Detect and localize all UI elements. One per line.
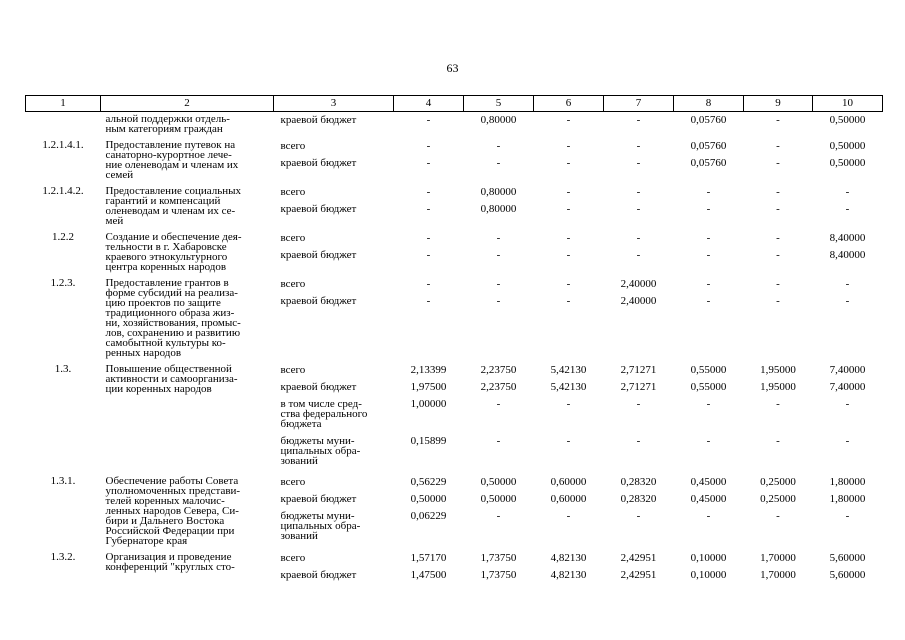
value-cell: 0,55000 — [690, 381, 727, 393]
value-cell: - — [496, 157, 501, 169]
table-body — [26, 112, 883, 589]
value-column — [674, 362, 744, 470]
value-cell: - — [776, 295, 780, 307]
value-column — [464, 550, 534, 584]
value-cell: - — [426, 140, 431, 152]
value-column — [813, 184, 883, 226]
row-name: Повышение общественной активности и самоорганиза- ции коренных народов — [105, 363, 238, 395]
value-cell: 1,00000 — [410, 398, 447, 410]
value-cell: 2,23750 — [480, 364, 517, 376]
value-cell: 0,25000 — [760, 476, 796, 488]
value-column — [674, 474, 744, 546]
funding-source: краевой бюджет — [280, 114, 357, 126]
funding-source: бюджеты муни- ципальных обра- зований — [280, 435, 361, 467]
value-cell: 5,60000 — [829, 552, 866, 564]
header-cell: 2 — [101, 96, 274, 112]
value-cell: - — [636, 232, 641, 244]
value-column — [394, 550, 464, 584]
value-cell: 2,13399 — [410, 364, 447, 376]
row-name: Создание и обеспечение дея- тельности в г. Хабаровске краевого этнокультурного центра коренных народов — [105, 231, 242, 273]
row-number: 1.3.1. — [50, 475, 76, 487]
value-cell: - — [636, 398, 641, 410]
value-cell: - — [776, 510, 780, 522]
value-cell: 1,80000 — [829, 476, 866, 488]
value-cell: - — [776, 114, 780, 126]
header-row — [26, 96, 883, 112]
value-cell: 0,80000 — [480, 114, 517, 126]
value-column — [534, 112, 604, 135]
value-cell: - — [636, 157, 641, 169]
value-cell: 1,97500 — [410, 381, 447, 393]
header-cell: 1 — [26, 96, 101, 112]
value-column — [813, 362, 883, 470]
source-column — [274, 138, 394, 180]
value-cell: - — [566, 278, 571, 290]
value-cell: - — [706, 203, 711, 215]
header-cell: 9 — [744, 96, 813, 112]
value-cell: - — [496, 398, 501, 410]
value-cell: - — [496, 510, 501, 522]
value-cell: - — [496, 295, 501, 307]
source-column — [274, 276, 394, 358]
value-cell: - — [566, 157, 571, 169]
funding-source: краевой бюджет — [280, 381, 357, 393]
value-column — [813, 550, 883, 584]
value-cell: - — [776, 278, 780, 290]
table-row — [26, 474, 883, 546]
value-column — [813, 138, 883, 180]
value-cell: - — [706, 435, 711, 447]
value-cell: - — [706, 278, 711, 290]
header-cell: 8 — [674, 96, 744, 112]
value-cell: 0,05760 — [690, 140, 727, 152]
value-cell: - — [706, 295, 711, 307]
value-cell: - — [426, 249, 431, 261]
row-name: Организация и проведение конференций "круглых сто- — [105, 551, 235, 573]
funding-source: всего — [280, 140, 306, 152]
row-number: 1.2.1.4.2. — [42, 185, 84, 197]
value-cell: 0,50000 — [480, 476, 517, 488]
value-cell: - — [776, 186, 780, 198]
value-cell: 0,15899 — [410, 435, 447, 447]
value-cell: 0,80000 — [480, 186, 517, 198]
value-cell: - — [566, 140, 571, 152]
value-cell: - — [636, 140, 641, 152]
funding-source: краевой бюджет — [280, 203, 357, 215]
value-cell: - — [706, 398, 711, 410]
funding-source: всего — [280, 186, 306, 198]
budget-table — [25, 95, 883, 588]
value-cell: - — [776, 398, 780, 410]
funding-source: всего — [280, 552, 306, 564]
value-cell: - — [426, 157, 431, 169]
value-cell: - — [845, 435, 850, 447]
value-column — [744, 362, 813, 470]
value-cell: 1,95000 — [760, 381, 796, 393]
value-cell: - — [845, 203, 850, 215]
value-cell: 0,45000 — [690, 493, 727, 505]
source-column — [274, 362, 394, 470]
value-cell: - — [776, 249, 780, 261]
value-column — [394, 362, 464, 470]
value-cell: - — [496, 278, 501, 290]
header-cell: 4 — [394, 96, 464, 112]
value-cell: - — [845, 186, 850, 198]
value-cell: 0,10000 — [690, 569, 727, 581]
value-column — [813, 112, 883, 135]
value-cell: - — [706, 510, 711, 522]
value-cell: - — [776, 232, 780, 244]
value-cell: 2,23750 — [480, 381, 517, 393]
value-column — [464, 362, 534, 470]
funding-source: краевой бюджет — [280, 493, 357, 505]
row-spacer — [26, 584, 883, 588]
value-column — [604, 474, 674, 546]
value-column — [534, 138, 604, 180]
value-column — [464, 112, 534, 135]
row-number: 1.2.1.4.1. — [42, 139, 84, 151]
value-cell: - — [845, 510, 850, 522]
value-cell: - — [776, 435, 780, 447]
value-column — [744, 184, 813, 226]
value-cell: 0,10000 — [690, 552, 727, 564]
value-cell: - — [636, 186, 641, 198]
funding-source: всего — [280, 278, 306, 290]
value-cell: 4,82130 — [550, 552, 587, 564]
value-column — [394, 184, 464, 226]
value-column — [394, 276, 464, 358]
funding-source: в том числе сред- ства федерального бюджета — [280, 398, 368, 430]
value-cell: 1,57170 — [410, 552, 447, 564]
value-column — [464, 184, 534, 226]
header-cell: 3 — [274, 96, 394, 112]
value-cell: - — [706, 232, 711, 244]
value-column — [674, 550, 744, 584]
value-cell: 2,71271 — [620, 364, 657, 376]
value-column — [604, 550, 674, 584]
value-cell: 0,50000 — [829, 140, 866, 152]
value-cell: 5,60000 — [829, 569, 866, 581]
value-column — [813, 276, 883, 358]
value-cell: - — [776, 203, 780, 215]
value-cell: - — [426, 203, 431, 215]
value-cell: 4,82130 — [550, 569, 587, 581]
value-cell: 0,50000 — [829, 114, 866, 126]
value-cell: 0,28320 — [620, 493, 657, 505]
value-cell: - — [426, 232, 431, 244]
funding-source: бюджеты муни- ципальных обра- зований — [280, 510, 361, 542]
value-column — [674, 276, 744, 358]
value-cell: 8,40000 — [829, 232, 866, 244]
value-cell: 0,55000 — [690, 364, 727, 376]
value-column — [464, 138, 534, 180]
value-cell: - — [845, 295, 850, 307]
value-column — [604, 112, 674, 135]
value-cell: 1,70000 — [760, 569, 796, 581]
table-row — [26, 230, 883, 272]
value-cell: 1,73750 — [480, 552, 517, 564]
value-cell: 0,05760 — [690, 114, 727, 126]
value-column — [744, 474, 813, 546]
value-cell: - — [566, 398, 571, 410]
row-number: 1.3.2. — [50, 551, 76, 563]
table-row — [26, 184, 883, 226]
value-cell: - — [496, 435, 501, 447]
value-cell: 0,50000 — [410, 493, 447, 505]
value-cell: 0,25000 — [760, 493, 796, 505]
value-cell: 0,28320 — [620, 476, 657, 488]
value-cell: - — [566, 186, 571, 198]
value-column — [813, 230, 883, 272]
funding-source: краевой бюджет — [280, 157, 357, 169]
value-column — [534, 362, 604, 470]
value-cell: - — [776, 140, 780, 152]
value-cell: - — [636, 249, 641, 261]
value-column — [464, 474, 534, 546]
value-column — [394, 230, 464, 272]
value-cell: 0,05760 — [690, 157, 727, 169]
value-column — [744, 112, 813, 135]
value-cell: 0,50000 — [480, 493, 517, 505]
value-cell: 1,95000 — [760, 364, 796, 376]
value-cell: 5,42130 — [550, 364, 587, 376]
value-column — [744, 550, 813, 584]
value-cell: 8,40000 — [829, 249, 866, 261]
value-column — [464, 276, 534, 358]
value-column — [744, 230, 813, 272]
value-cell: - — [706, 186, 711, 198]
value-column — [534, 184, 604, 226]
value-cell: - — [636, 510, 641, 522]
value-cell: - — [566, 295, 571, 307]
value-cell: 2,40000 — [620, 278, 657, 290]
header-cell: 10 — [813, 96, 883, 112]
row-name: Предоставление путевок на санаторно-курортное лече- ние оленеводам и членам их семей — [105, 139, 239, 181]
row-number: 1.2.3. — [50, 277, 76, 289]
value-cell: - — [496, 249, 501, 261]
value-column — [813, 474, 883, 546]
source-column — [274, 184, 394, 226]
value-cell: 0,50000 — [829, 157, 866, 169]
row-name: альной поддержки отдель- ным категориям граждан — [105, 113, 230, 135]
table-row — [26, 112, 883, 135]
header-cell: 5 — [464, 96, 534, 112]
value-column — [674, 184, 744, 226]
table-row — [26, 550, 883, 584]
value-cell: 0,80000 — [480, 203, 517, 215]
value-cell: - — [566, 435, 571, 447]
funding-source: всего — [280, 364, 306, 376]
value-column — [534, 276, 604, 358]
value-cell: - — [426, 278, 431, 290]
row-number — [26, 112, 101, 135]
funding-source: всего — [280, 476, 306, 488]
header-cell: 7 — [604, 96, 674, 112]
funding-source: краевой бюджет — [280, 295, 357, 307]
value-cell: 2,71271 — [620, 381, 657, 393]
source-column — [274, 474, 394, 546]
value-column — [604, 138, 674, 180]
value-cell: 0,45000 — [690, 476, 727, 488]
value-column — [744, 138, 813, 180]
value-cell: 7,40000 — [829, 364, 866, 376]
value-cell: - — [636, 114, 641, 126]
value-cell: - — [566, 114, 571, 126]
value-column — [534, 230, 604, 272]
value-cell: - — [845, 278, 850, 290]
value-column — [604, 184, 674, 226]
value-column — [674, 230, 744, 272]
row-name: Предоставление социальных гарантий и компенсаций оленеводам и членам их се- мей — [105, 185, 242, 227]
value-cell: - — [426, 295, 431, 307]
value-column — [674, 112, 744, 135]
value-cell: - — [496, 140, 501, 152]
value-cell: 7,40000 — [829, 381, 866, 393]
source-column — [274, 112, 394, 135]
value-cell: - — [706, 249, 711, 261]
row-name: Обеспечение работы Совета уполномоченных представи- телей коренных малочис- ленных народов Севера, Си- бири и Дальнего Востока Российской Федерации при Губернаторе края — [105, 475, 241, 547]
value-cell: - — [566, 232, 571, 244]
funding-source: краевой бюджет — [280, 249, 357, 261]
value-cell: - — [426, 114, 431, 126]
value-cell: 1,80000 — [829, 493, 866, 505]
value-cell: - — [496, 232, 501, 244]
value-cell: 2,42951 — [620, 552, 657, 564]
value-column — [394, 474, 464, 546]
value-cell: 1,73750 — [480, 569, 517, 581]
source-column — [274, 550, 394, 584]
page-number: 63 — [446, 61, 459, 75]
value-column — [604, 362, 674, 470]
value-column — [674, 138, 744, 180]
value-cell: 2,42951 — [620, 569, 657, 581]
value-cell: 0,56229 — [410, 476, 447, 488]
value-cell: - — [845, 398, 850, 410]
value-cell: 1,70000 — [760, 552, 796, 564]
value-cell: 0,60000 — [550, 493, 587, 505]
value-cell: 5,42130 — [550, 381, 587, 393]
value-cell: - — [566, 249, 571, 261]
value-cell: 2,40000 — [620, 295, 657, 307]
value-cell: - — [636, 435, 641, 447]
value-cell: - — [426, 186, 431, 198]
value-column — [394, 138, 464, 180]
table-row — [26, 138, 883, 180]
value-cell: 0,06229 — [410, 510, 447, 522]
value-column — [534, 474, 604, 546]
value-cell: 1,47500 — [410, 569, 447, 581]
table-row — [26, 362, 883, 470]
value-cell: 0,60000 — [550, 476, 587, 488]
funding-source: всего — [280, 232, 306, 244]
row-name: Предоставление грантов в форме субсидий на реализа- цию проектов по защите традиционного образа жиз- ни, хозяйствования, промыс- лов, сохранению и развитию самобытной культуры ко- ренных народов — [105, 277, 241, 359]
value-cell: - — [566, 203, 571, 215]
table-row — [26, 276, 883, 358]
value-cell: - — [636, 203, 641, 215]
row-number: 1.2.2 — [52, 231, 74, 243]
value-column — [464, 230, 534, 272]
value-column — [604, 230, 674, 272]
row-number: 1.3. — [54, 363, 72, 375]
value-cell: - — [776, 157, 780, 169]
source-column — [274, 230, 394, 272]
funding-source: краевой бюджет — [280, 569, 357, 581]
value-column — [534, 550, 604, 584]
value-column — [394, 112, 464, 135]
value-column — [744, 276, 813, 358]
header-cell: 6 — [534, 96, 604, 112]
value-cell: - — [566, 510, 571, 522]
value-column — [604, 276, 674, 358]
